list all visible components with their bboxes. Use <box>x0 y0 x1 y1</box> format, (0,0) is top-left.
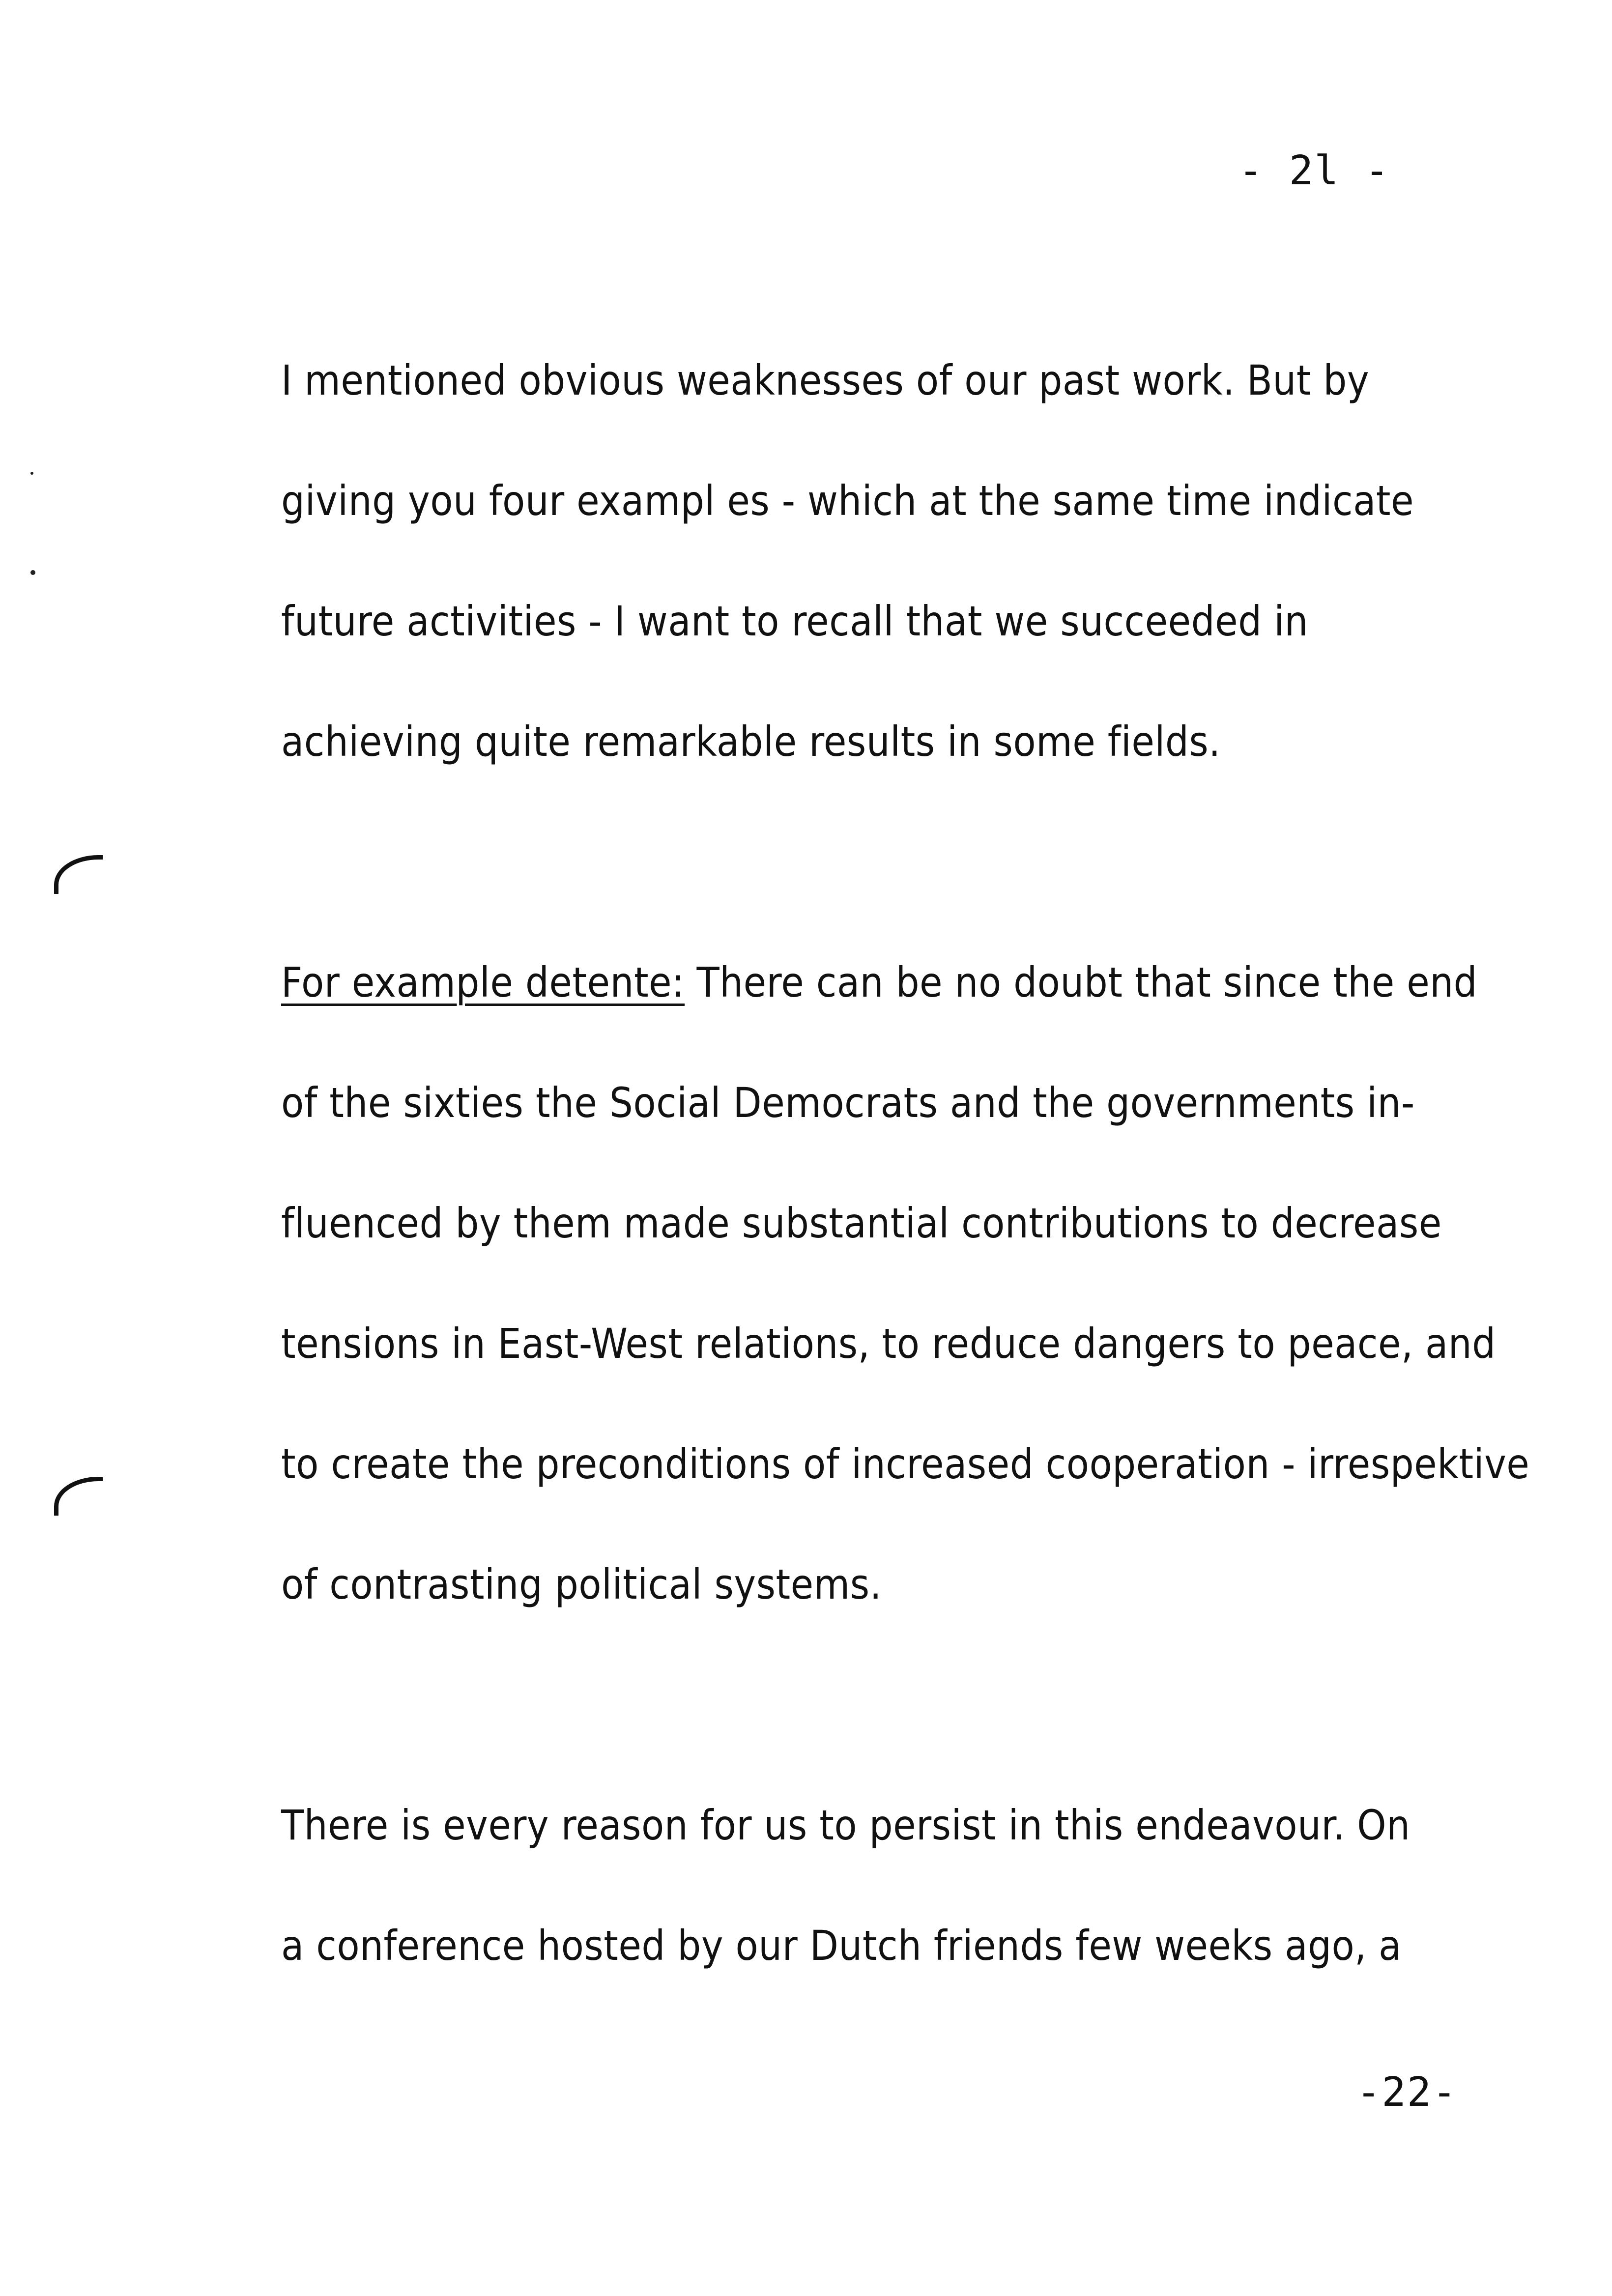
paragraph-2-line-4: tensions in East-West relations, to reduce dangers to peace, and <box>281 1320 1496 1368</box>
paragraph-2-line-5: to create the preconditions of increased cooperation - irrespektive <box>281 1440 1530 1488</box>
next-page-marker: -22- <box>1356 2069 1458 2116</box>
paragraph-1-line-2: giving you four exampl es - which at the same time indicate <box>281 477 1414 525</box>
punch-hole-mark <box>54 1477 103 1516</box>
paragraph-3-line-1: There is every reason for us to persist in this endeavour. On <box>281 1801 1410 1849</box>
paragraph-1-line-3: future activities - I want to recall that we succeeded in <box>281 597 1308 645</box>
paragraph-1-line-1: I mentioned obvious weaknesses of our past work. But by <box>281 356 1370 404</box>
paragraph-1-line-4: achieving quite remarkable results in some fields. <box>281 718 1221 766</box>
paragraph-2-line-1 <box>281 958 1477 1006</box>
scan-speck <box>30 472 33 475</box>
scan-speck <box>30 570 35 575</box>
underlined-lead: For example detente: <box>281 958 685 1006</box>
paragraph-2-line-3: fluenced by them made substantial contributions to decrease <box>281 1199 1442 1247</box>
paragraph-2-line-1-rest: There can be no doubt that since the end <box>685 958 1478 1006</box>
punch-hole-mark <box>54 855 103 894</box>
paragraph-3-line-2: a conference hosted by our Dutch friends few weeks ago, a <box>281 1922 1402 1970</box>
paragraph-2-line-6: of contrasting political systems. <box>281 1560 882 1608</box>
page-number: - 2l - <box>1238 147 1390 194</box>
paragraph-2-line-2: of the sixties the Social Democrats and the governments in- <box>281 1079 1415 1127</box>
